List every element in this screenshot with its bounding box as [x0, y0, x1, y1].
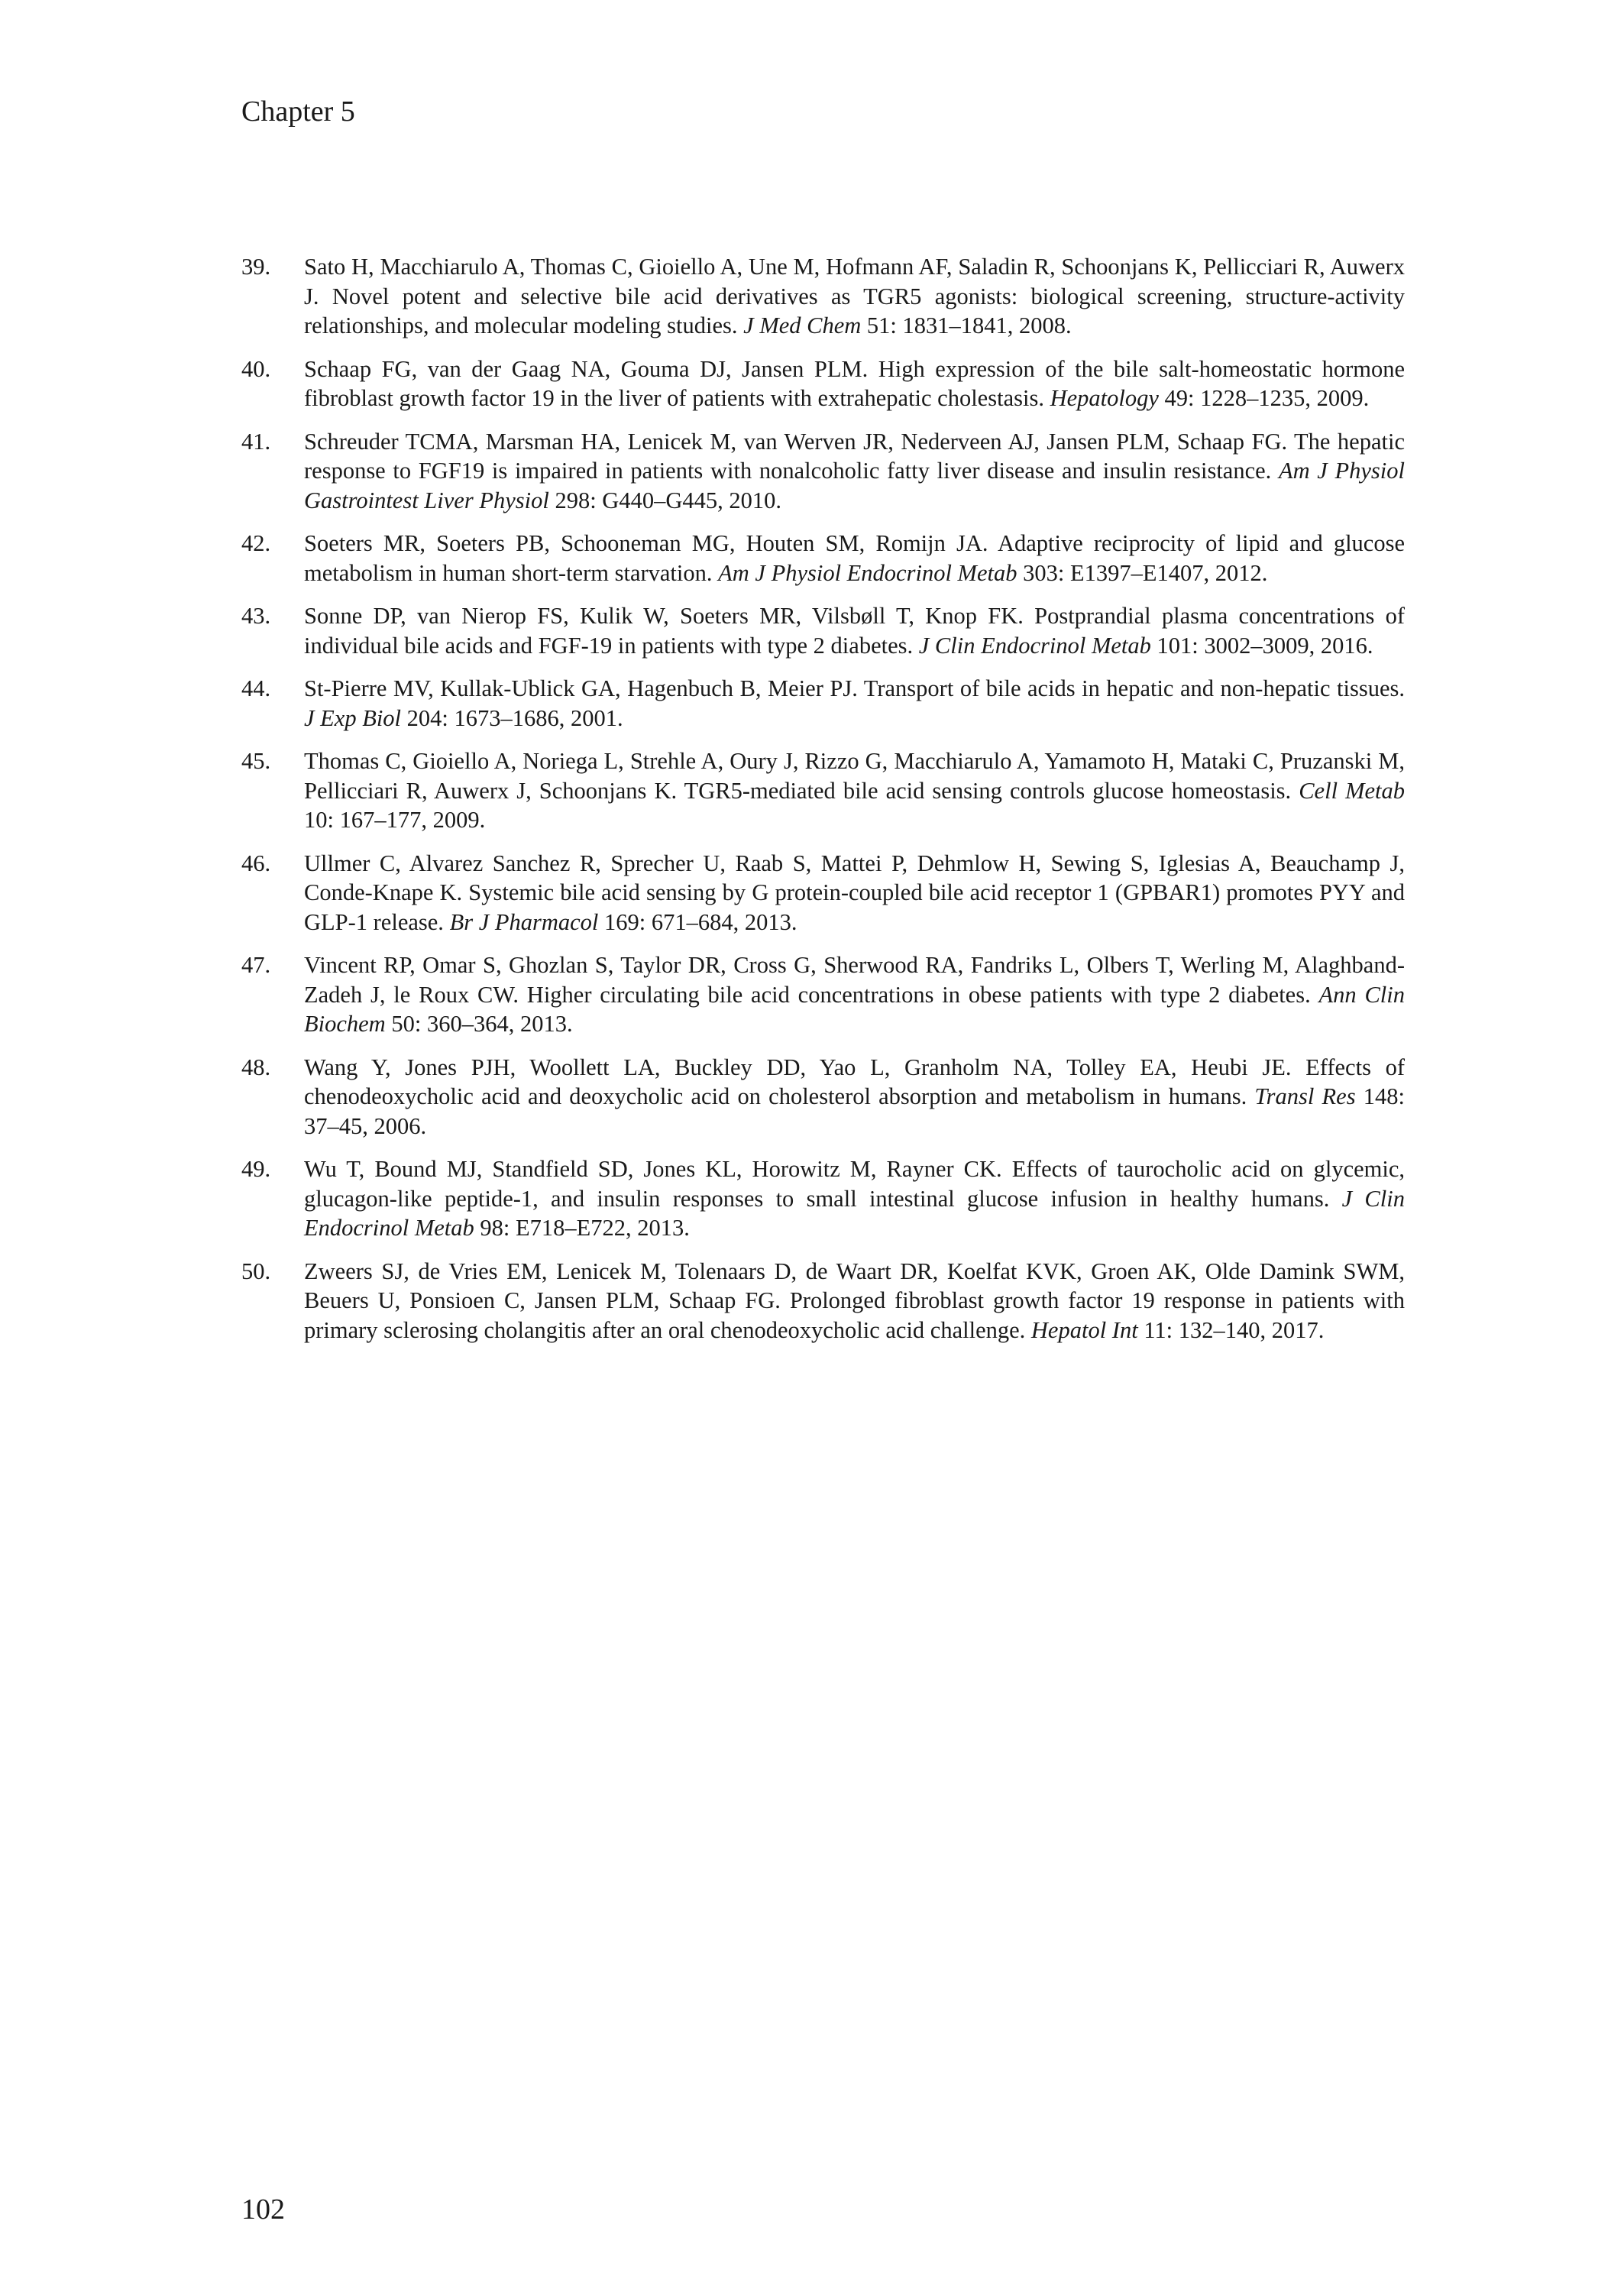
reference-number: 43.: [241, 603, 271, 629]
reference-item: [241, 601, 1405, 660]
reference-text: Ullmer C, Alvarez Sanchez R, Sprecher U, Raab S, Mattei P, Dehmlow H, Sewing S, Iglesias A, Beauchamp J, Conde-Knape K. Systemic bile acid sensing by G protein-coupled bile acid receptor 1 (GPBAR1) promotes PYY and GLP-1 release. Br J Pharmacol 169: 671–684, 2013.: [304, 850, 1405, 935]
reference-number: 46.: [241, 850, 271, 876]
journal-name: J Clin Endocrinol Metab: [304, 1185, 1405, 1241]
journal-name: Cell Metab: [1299, 777, 1405, 804]
reference-item: [241, 1053, 1405, 1141]
reference-number: 48.: [241, 1054, 271, 1080]
reference-item: [241, 354, 1405, 413]
reference-item: [241, 427, 1405, 516]
running-head: Chapter 5: [241, 96, 355, 128]
reference-item: [241, 1257, 1405, 1345]
reference-number: 50.: [241, 1258, 271, 1284]
reference-text: Wu T, Bound MJ, Standfield SD, Jones KL, Horowitz M, Rayner CK. Effects of taurocholic acid on glycemic, glucagon-like peptide-1, and insulin responses to small intestinal glucose infusion in healthy humans. J Clin Endocrinol Metab 98: E718–E722, 2013.: [304, 1156, 1405, 1241]
journal-name: Hepatol Int: [1030, 1316, 1138, 1343]
reference-number: 40.: [241, 355, 271, 382]
reference-item: [241, 1154, 1405, 1243]
reference-number: 39.: [241, 254, 271, 280]
journal-name: J Med Chem: [743, 312, 862, 338]
reference-item: [241, 529, 1405, 588]
reference-number: 47.: [241, 952, 271, 978]
reference-number: 44.: [241, 675, 271, 701]
reference-item: [241, 950, 1405, 1039]
reference-text: Schreuder TCMA, Marsman HA, Lenicek M, van Werven JR, Nederveen AJ, Jansen PLM, Schaap FG. The hepatic response to FGF19 is impaired in patients with nonalcoholic fatty liver disease and insulin resistance. Am J Physiol Gastrointest Liver Physiol 298: G440–G445, 2010.: [304, 428, 1406, 513]
journal-name: J Clin Endocrinol Metab: [918, 632, 1151, 659]
journal-name: J Exp Biol: [304, 704, 402, 731]
reference-text: Sato H, Macchiarulo A, Thomas C, Gioiello A, Une M, Hofmann AF, Saladin R, Schoonjans K, Pellicciari R, Auwerx J. Novel potent and selective bile acid derivatives as TGR5 agonists: biological screening, structure-activity relationships, and molecular modeling studies. J Med Chem 51: 1831–1841, 2008.: [304, 254, 1405, 338]
reference-text: Wang Y, Jones PJH, Woollett LA, Buckley DD, Yao L, Granholm NA, Tolley EA, Heubi JE. Effects of chenodeoxycholic acid and deoxycholic acid on cholesterol absorption and metabolism in humans. Transl Res 148: 37–45, 2006.: [304, 1054, 1405, 1139]
reference-item: [241, 252, 1405, 341]
reference-text: Schaap FG, van der Gaag NA, Gouma DJ, Jansen PLM. High expression of the bile salt-homeostatic hormone fibroblast growth factor 19 in the liver of patients with extrahepatic cholestasis. Hepatology 49: 1228–1235, 2009.: [304, 355, 1405, 411]
reference-text: Soeters MR, Soeters PB, Schooneman MG, Houten SM, Romijn JA. Adaptive reciprocity of lipid and glucose metabolism in human short-term starvation. Am J Physiol Endocrinol Metab 303: E1397–E1407, 2012.: [304, 530, 1405, 586]
reference-text: Vincent RP, Omar S, Ghozlan S, Taylor DR, Cross G, Sherwood RA, Fandriks L, Olbers T, Werling M, Alaghband-Zadeh J, le Roux CW. Higher circulating bile acid concentrations in obese patients with type 2 diabetes. Ann Clin Biochem 50: 360–364, 2013.: [304, 952, 1406, 1037]
reference-number: 49.: [241, 1156, 271, 1182]
reference-text: Zweers SJ, de Vries EM, Lenicek M, Tolenaars D, de Waart DR, Koelfat KVK, Groen AK, Olde Damink SWM, Beuers U, Ponsioen C, Jansen PLM, Schaap FG. Prolonged fibroblast growth factor 19 response in patients with primary sclerosing cholangitis after an oral chenodeoxycholic acid challenge. Hepatol Int 11: 132–140, 2017.: [304, 1258, 1405, 1343]
reference-text: Thomas C, Gioiello A, Noriega L, Strehle A, Oury J, Rizzo G, Macchiarulo A, Yamamoto H, Mataki C, Pruzanski M, Pellicciari R, Auwerx J, Schoonjans K. TGR5-mediated bile acid sensing controls glucose homeostasis. Cell Metab 10: 167–177, 2009.: [304, 748, 1405, 833]
reference-number: 42.: [241, 530, 271, 556]
journal-name: Br J Pharmacol: [449, 908, 599, 935]
reference-item: [241, 746, 1405, 835]
reference-item: [241, 674, 1405, 733]
journal-name: Ann Clin Biochem: [304, 981, 1406, 1037]
reference-number: 45.: [241, 748, 271, 774]
reference-number: 41.: [241, 428, 271, 455]
journal-name: Hepatology: [1050, 385, 1159, 411]
reference-text: Sonne DP, van Nierop FS, Kulik W, Soeters MR, Vilsbøll T, Knop FK. Postprandial plasma concentrations of individual bile acids and FGF-19 in patients with type 2 diabetes. J Clin Endocrinol Metab 101: 3002–3009, 2016.: [304, 603, 1405, 659]
journal-name: Am J Physiol Endocrinol Metab: [718, 559, 1017, 586]
journal-name: Am J Physiol Gastrointest Liver Physiol: [304, 458, 1406, 513]
reference-list: [241, 252, 1405, 1358]
reference-item: [241, 849, 1405, 937]
page-number: 102: [241, 2193, 285, 2226]
journal-name: Transl Res: [1254, 1083, 1356, 1109]
reference-text: St-Pierre MV, Kullak-Ublick GA, Hagenbuch B, Meier PJ. Transport of bile acids in hepatic and non-hepatic tissues. J Exp Biol 204: 1673–1686, 2001.: [304, 675, 1405, 731]
